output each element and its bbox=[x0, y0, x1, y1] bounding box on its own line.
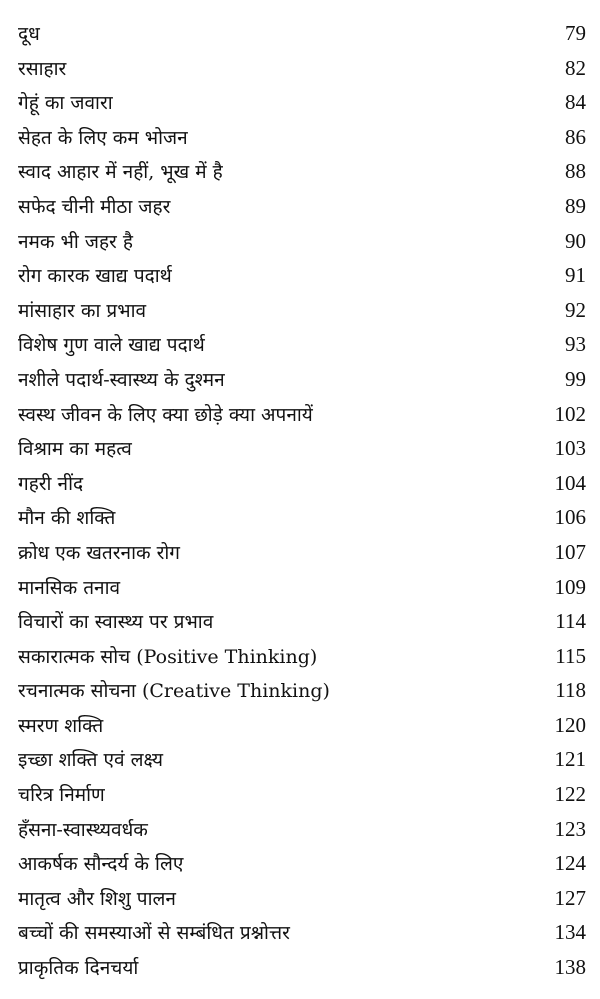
toc-entry-title: क्रोध एक खतरनाक रोग bbox=[18, 541, 181, 564]
toc-entry-page-number: 82 bbox=[565, 55, 586, 80]
toc-entry-page-number: 114 bbox=[555, 609, 586, 634]
toc-entry-title: सफेद चीनी मीठा जहर bbox=[18, 195, 171, 218]
toc-entry bbox=[18, 158, 586, 193]
toc-entry-title: आकर्षक सौन्दर्य के लिए bbox=[18, 853, 184, 876]
toc-entry-title: गहरी नींद bbox=[18, 472, 84, 495]
toc-entry bbox=[18, 746, 586, 781]
table-of-contents bbox=[18, 20, 586, 989]
toc-entry-title: दूध bbox=[18, 23, 40, 45]
toc-entry bbox=[18, 504, 586, 539]
toc-entry bbox=[18, 885, 586, 920]
toc-entry bbox=[18, 539, 586, 574]
toc-entry-title: स्वाद आहार में नहीं, भूख में है bbox=[18, 161, 223, 184]
toc-entry bbox=[18, 712, 586, 747]
toc-entry-page-number: 109 bbox=[554, 574, 586, 599]
toc-entry bbox=[18, 574, 586, 609]
toc-entry-page-number: 102 bbox=[554, 401, 586, 426]
toc-entry bbox=[18, 470, 586, 505]
toc-entry-title: मौन की शक्ति bbox=[18, 507, 116, 530]
toc-entry-page-number: 79 bbox=[565, 21, 586, 45]
toc-entry-title: बच्चों की समस्याओं से सम्बंधित प्रश्नोत्तर bbox=[18, 922, 290, 945]
toc-entry-title: विश्राम का महत्व bbox=[18, 438, 132, 461]
toc-entry-page-number: 90 bbox=[565, 228, 586, 253]
toc-entry bbox=[18, 677, 586, 712]
toc-entry-title: मानसिक तनाव bbox=[18, 576, 121, 599]
toc-entry-page-number: 84 bbox=[565, 90, 586, 115]
toc-entry bbox=[18, 608, 586, 643]
toc-entry bbox=[18, 89, 586, 124]
toc-entry-page-number: 107 bbox=[554, 539, 586, 564]
toc-entry-page-number: 88 bbox=[565, 159, 586, 184]
toc-entry-title: सकारात्मक सोच (Positive Thinking) bbox=[18, 645, 318, 668]
toc-entry-page-number: 93 bbox=[565, 332, 586, 357]
toc-entry-page-number: 89 bbox=[565, 193, 586, 218]
toc-entry-page-number: 123 bbox=[554, 816, 586, 841]
toc-entry-title: चरित्र निर्माण bbox=[18, 784, 105, 807]
toc-entry-page-number: 121 bbox=[554, 747, 586, 772]
toc-entry bbox=[18, 954, 586, 989]
toc-entry bbox=[18, 20, 586, 55]
toc-entry-page-number: 115 bbox=[555, 643, 586, 668]
toc-entry-page-number: 118 bbox=[555, 678, 586, 703]
toc-entry bbox=[18, 228, 586, 263]
toc-entry bbox=[18, 435, 586, 470]
toc-entry-page-number: 91 bbox=[565, 263, 586, 288]
toc-entry-title: रोग कारक खाद्य पदार्थ bbox=[18, 265, 172, 288]
toc-entry-page-number: 92 bbox=[565, 297, 586, 322]
toc-entry-title: रचनात्मक सोचना (Creative Thinking) bbox=[18, 680, 330, 703]
toc-entry bbox=[18, 401, 586, 436]
toc-entry-page-number: 124 bbox=[554, 851, 586, 876]
toc-entry bbox=[18, 124, 586, 159]
toc-entry-title: सेहत के लिए कम भोजन bbox=[18, 126, 188, 149]
toc-entry-title: नमक भी जहर है bbox=[18, 230, 133, 253]
toc-entry-page-number: 122 bbox=[554, 782, 586, 807]
toc-entry bbox=[18, 55, 586, 90]
toc-entry-title: नशीले पदार्थ-स्वास्थ्य के दुश्मन bbox=[18, 368, 225, 391]
toc-entry-page-number: 86 bbox=[565, 124, 586, 149]
toc-entry-title: विशेष गुण वाले खाद्य पदार्थ bbox=[18, 334, 205, 357]
toc-entry bbox=[18, 919, 586, 954]
toc-entry-page-number: 120 bbox=[554, 712, 586, 737]
toc-entry bbox=[18, 643, 586, 678]
toc-entry bbox=[18, 850, 586, 885]
toc-entry bbox=[18, 262, 586, 297]
toc-entry-title: मातृत्व और शिशु पालन bbox=[18, 887, 176, 910]
toc-entry-title: स्वस्थ जीवन के लिए क्या छोड़े क्या अपनायें bbox=[18, 403, 313, 426]
toc-entry bbox=[18, 781, 586, 816]
toc-entry-title: स्मरण शक्ति bbox=[18, 714, 104, 737]
toc-entry-title: हँसना-स्वास्थ्यवर्धक bbox=[18, 818, 148, 841]
toc-entry bbox=[18, 366, 586, 401]
toc-entry-page-number: 127 bbox=[554, 885, 586, 910]
toc-entry bbox=[18, 297, 586, 332]
toc-entry-page-number: 103 bbox=[554, 436, 586, 461]
toc-entry-title: विचारों का स्वास्थ्य पर प्रभाव bbox=[18, 611, 214, 634]
toc-entry bbox=[18, 816, 586, 851]
toc-entry-page-number: 99 bbox=[565, 366, 586, 391]
toc-entry-title: गेहूं का जवारा bbox=[18, 92, 113, 115]
toc-entry-page-number: 104 bbox=[554, 470, 586, 495]
toc-entry-title: इच्छा शक्ति एवं लक्ष्य bbox=[18, 749, 163, 772]
toc-entry bbox=[18, 331, 586, 366]
toc-entry-page-number: 138 bbox=[554, 955, 586, 980]
toc-entry-title: रसाहार bbox=[18, 57, 67, 80]
toc-entry-title: मांसाहार का प्रभाव bbox=[18, 299, 147, 322]
toc-entry-page-number: 106 bbox=[554, 505, 586, 530]
toc-entry-title: प्राकृतिक दिनचर्या bbox=[18, 957, 139, 980]
toc-entry-page-number: 134 bbox=[554, 920, 586, 945]
toc-entry bbox=[18, 193, 586, 228]
